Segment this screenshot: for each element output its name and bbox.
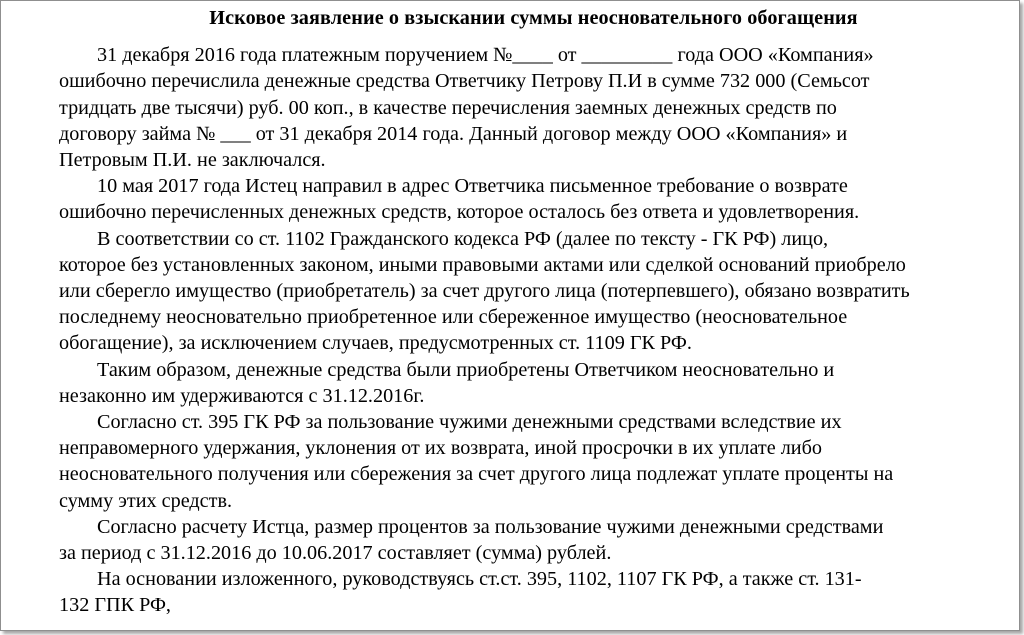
text-line: 31 декабря 2016 года платежным поручением №____ от _________ года ООО «Компания»	[97, 44, 874, 67]
paragraph-interest-calculation	[59, 514, 1004, 566]
text-line: 10 мая 2017 года Истец направил в адрес Ответчика письменное требование о возврате	[97, 175, 848, 198]
text-line: Петровым П.И. не заключался.	[59, 149, 326, 172]
paragraph-article-1102	[59, 226, 1004, 357]
text-line: 132 ГПК РФ,	[59, 594, 171, 617]
text-line: ошибочно перечислила денежные средства Ответчику Петрову П.И в сумме 732 000 (Семьсот	[59, 70, 870, 93]
text-line: Согласно расчету Истца, размер процентов за пользование чужими денежными средствами	[97, 515, 884, 538]
text-line: Согласно ст. 395 ГК РФ за пользование чужими денежными средствами вследствие их	[97, 411, 842, 434]
text-line: которое без установленных законом, иными правовыми актами или сделкой оснований приобрело	[59, 253, 906, 276]
paragraph-payment	[59, 42, 1004, 173]
text-line: сумму этих средств.	[59, 489, 233, 512]
text-line: тридцать две тысячи) руб. 00 коп., в качестве перечисления заемных денежных средств по	[59, 96, 837, 119]
paragraph-grounds	[59, 566, 1004, 618]
paragraph-conclusion	[59, 357, 1004, 409]
text-line: незаконно им удерживаются с 31.12.2016г.	[59, 384, 425, 407]
text-line: Таким образом, денежные средства были приобретены Ответчиком неосновательно и	[97, 358, 835, 381]
document-body	[59, 5, 1004, 619]
text-line: В соответствии со ст. 1102 Гражданского кодекса РФ (далее по тексту - ГК РФ) лицо,	[97, 227, 829, 250]
text-line: за период с 31.12.2016 до 10.06.2017 составляет (сумма) рублей.	[59, 542, 612, 565]
paragraph-demand	[59, 173, 1004, 225]
text-line: или сберегло имущество (приобретатель) за счет другого лица (потерпевшего), обязано возвратить	[59, 280, 910, 303]
text-line: договору займа № ___ от 31 декабря 2014 года. Данный договор между ООО «Компания» и	[59, 122, 848, 145]
text-line: последнему неосновательно приобретенное или сбереженное имущество (неосновательное	[59, 306, 848, 329]
text-line: На основании изложенного, руководствуясь ст.ст. 395, 1102, 1107 ГК РФ, а также ст. 131-	[97, 568, 862, 591]
document-title: Исковое заявление о взыскании суммы неосновательного обогащения	[209, 7, 858, 29]
text-line: неосновательного получения или сбережения за счет другого лица подлежат уплате проценты на	[59, 463, 894, 486]
text-line: ошибочно перечисленных денежных средств, которое осталось без ответа и удовлетворения.	[59, 201, 860, 224]
paragraph-article-395	[59, 409, 1004, 514]
text-line: неправомерного удержания, уклонения от их возврата, иной просрочки в их уплате либо	[59, 437, 822, 460]
text-line: обогащение), за исключением случаев, предусмотренных ст. 1109 ГК РФ.	[59, 332, 692, 355]
